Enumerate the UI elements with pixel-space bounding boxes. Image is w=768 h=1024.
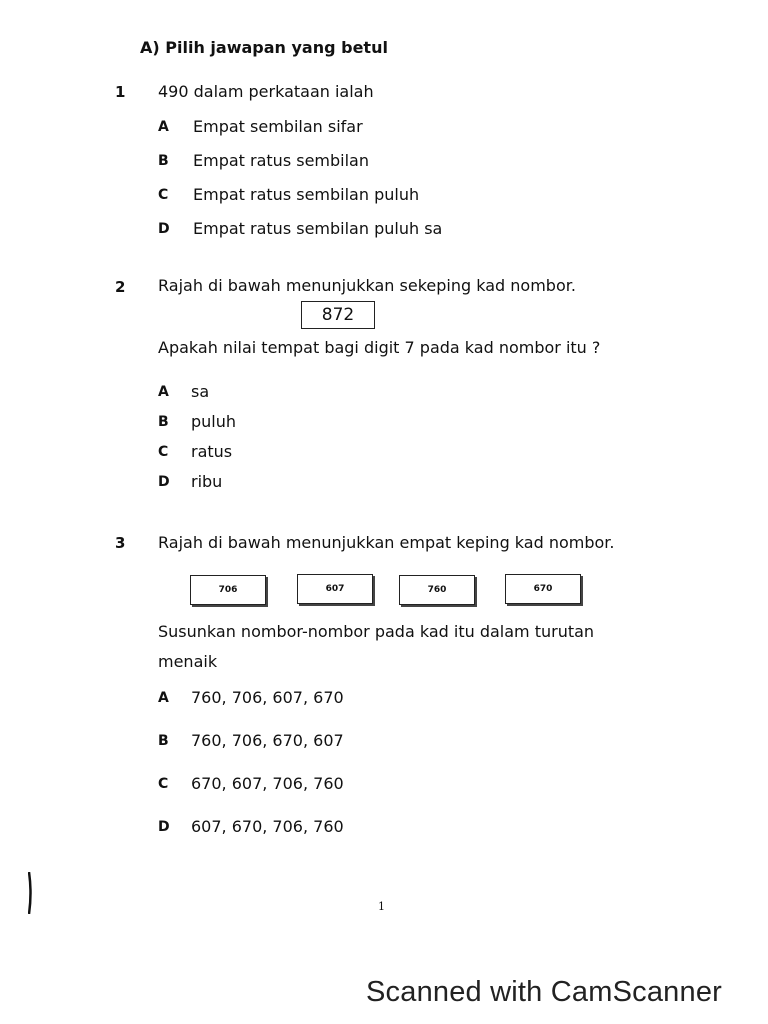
number-card-1: 706: [190, 575, 266, 605]
q1-option-d-text: Empat ratus sembilan puluh sa: [193, 219, 443, 238]
page-number: 1: [378, 900, 385, 913]
q1-option-b-letter: B: [158, 153, 169, 169]
q1-option-b-text: Empat ratus sembilan: [193, 151, 369, 170]
question-1-number: 1: [115, 83, 126, 101]
q3-option-b-letter: B: [158, 733, 169, 749]
scan-edge-mark: [28, 872, 32, 914]
q2-option-a-text: sa: [191, 382, 210, 401]
q3-option-b-text: 760, 706, 670, 607: [191, 731, 344, 750]
number-card: 872: [301, 301, 375, 329]
q1-option-a-text: Empat sembilan sifar: [193, 117, 363, 136]
number-card-2: 607: [297, 574, 373, 604]
q2-option-c-text: ratus: [191, 442, 233, 461]
q2-option-b-text: puluh: [191, 412, 237, 431]
question-2-text: Rajah di bawah menunjukkan sekeping kad nombor.: [158, 276, 576, 295]
question-2-number: 2: [115, 278, 126, 296]
camscanner-watermark: Scanned with CamScanner: [366, 976, 723, 1008]
q2-option-d-letter: D: [158, 474, 170, 490]
question-3-prompt-line-1: Susunkan nombor-nombor pada kad itu dalam turutan: [158, 622, 595, 641]
q1-option-d-letter: D: [158, 221, 170, 237]
q3-option-a-letter: A: [158, 690, 169, 706]
number-card-3: 760: [399, 575, 475, 605]
question-3-text: Rajah di bawah menunjukkan empat keping kad nombor.: [158, 533, 615, 552]
question-2-prompt: Apakah nilai tempat bagi digit 7 pada kad nombor itu ?: [158, 338, 601, 357]
q2-option-a-letter: A: [158, 384, 169, 400]
question-3-prompt-line-2: menaik: [158, 652, 218, 671]
q3-option-d-text: 607, 670, 706, 760: [191, 817, 344, 836]
q1-option-a-letter: A: [158, 119, 169, 135]
q1-option-c-letter: C: [158, 187, 169, 203]
q3-option-d-letter: D: [158, 819, 170, 835]
q1-option-c-text: Empat ratus sembilan puluh: [193, 185, 420, 204]
question-3-number: 3: [115, 534, 126, 552]
question-1-text: 490 dalam perkataan ialah: [158, 82, 374, 101]
q3-option-c-letter: C: [158, 776, 169, 792]
q2-option-c-letter: C: [158, 444, 169, 460]
q3-option-c-text: 670, 607, 706, 760: [191, 774, 344, 793]
section-title: A) Pilih jawapan yang betul: [140, 38, 388, 57]
number-card-4: 670: [505, 574, 581, 604]
q3-option-a-text: 760, 706, 607, 670: [191, 688, 344, 707]
q2-option-b-letter: B: [158, 414, 169, 430]
q2-option-d-text: ribu: [191, 472, 223, 491]
